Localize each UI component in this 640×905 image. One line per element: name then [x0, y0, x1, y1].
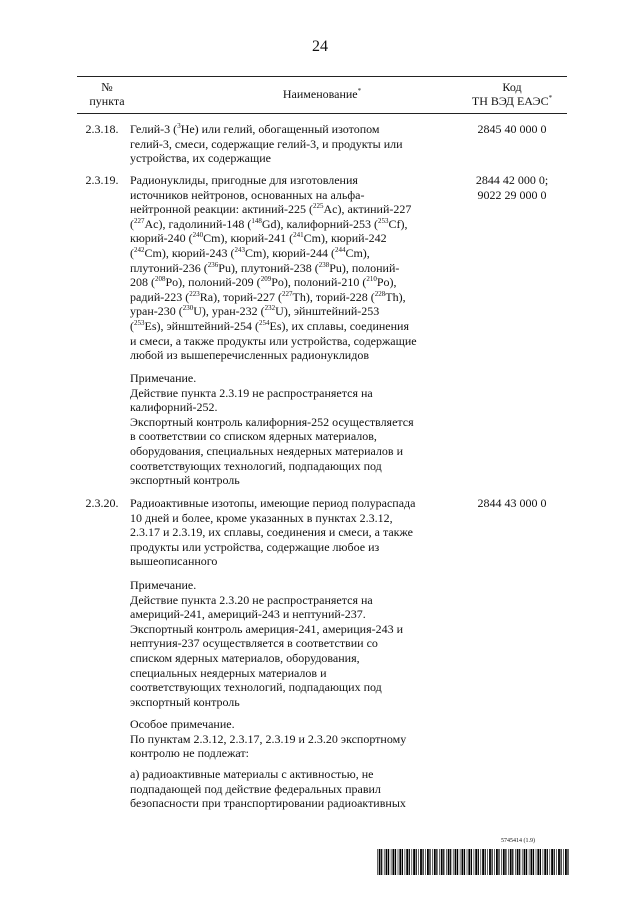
text-line: 2.3.17 и 2.3.19, их сплавы, соединения и смеси, а также — [130, 525, 413, 540]
text-line: соответствующих технологий, подпадающих под — [130, 680, 382, 695]
header-name-footnote-mark: * — [357, 87, 362, 95]
header-name — [212, 87, 432, 102]
header-item-number — [77, 80, 137, 108]
text-line: нейтронной реакции: актиний-225 ($^{225}$Ac), актиний-227 — [130, 202, 412, 217]
header-code-footnote-mark: * — [548, 94, 553, 102]
header-number-symbol: № — [101, 80, 113, 94]
text-line: Примечание. — [130, 371, 197, 385]
text-line: источников нейтронов, основанных на альфа- — [130, 187, 365, 202]
header-number-label: пункта — [89, 94, 125, 108]
text-line: Примечание. — [130, 578, 197, 592]
special-note — [130, 717, 452, 761]
text-line: контролю не подлежат: — [130, 746, 249, 761]
note-2-3-20 — [130, 578, 452, 709]
text-line: соответствующих технологий, подпадающих под — [130, 458, 382, 473]
text-line: нептуния-237 осуществляется в соответствии со — [130, 636, 378, 651]
text-line: Действие пункта 2.3.19 не распространяется на — [130, 385, 373, 400]
text-line: специальных неядерных материалов и — [130, 665, 327, 680]
text-line: безопасности при транспортировании радиоактивных — [130, 796, 406, 811]
text-line: ($^{253}$Es), эйнштейний-254 ($^{254}$Es), их сплавы, соединения — [130, 318, 409, 333]
text-line: а) радиоактивные материалы с активностью, не — [130, 767, 374, 781]
text-line: продукты или устройства, содержащие любое из — [130, 539, 380, 554]
text-line: 208 ($^{208}$Po), полоний-209 ($^{209}$Po), полоний-210 ($^{210}$Po), — [130, 275, 397, 290]
text-line: Экспортный контроль калифорния-252 осуществляется — [130, 414, 414, 429]
text-line: По пунктам 2.3.12, 2.3.17, 2.3.19 и 2.3.20 экспортному — [130, 731, 407, 746]
text-line: Особое примечание. — [130, 717, 235, 731]
text-line: плутоний-236 ($^{236}$Pu), плутоний-238 ($^{238}$Pu), полоний- — [130, 260, 400, 275]
text-line: Действие пункта 2.3.20 не распространяется на — [130, 592, 373, 607]
text-line: радий-223 ($^{223}$Ra), торий-227 ($^{227}$Th), торий-228 ($^{228}$Th), — [130, 289, 406, 304]
text-line: вышеописанного — [130, 554, 218, 569]
text-line: ($^{227}$Ac), гадолиний-148 ($^{148}$Gd), калифорний-253 ($^{253}$Cf), — [130, 216, 408, 231]
item-code-line: 2844 42 000 0; — [475, 173, 549, 187]
item-name — [130, 173, 452, 363]
text-line: и смеси, а также продукты или устройства, содержащие — [130, 333, 417, 348]
text-line: подпадающей под действие федеральных правил — [130, 781, 381, 796]
item-code: 2845 40 000 0 — [477, 122, 547, 136]
special-note-item-a — [130, 767, 452, 811]
text-line: любой из вышеперечисленных радионуклидов — [130, 348, 370, 363]
text-line: Экспортный контроль америция-241, америция-243 и — [130, 621, 404, 636]
text-line: списком ядерных материалов, оборудования, — [130, 650, 360, 665]
document-id: 5745414 (1.9) — [501, 838, 535, 844]
item-code — [457, 173, 567, 202]
text-line: уран-230 ($^{230}$U), уран-232 ($^{232}$U), эйнштейний-253 — [130, 304, 380, 319]
text-line: экспортный контроль — [130, 694, 240, 709]
note-2-3-19 — [130, 371, 452, 488]
header-name-label: Наименование — [282, 87, 358, 101]
item-number: 2.3.19. — [85, 173, 119, 187]
item-name — [130, 496, 452, 569]
text-line: 10 дней и более, кроме указанных в пунктах 2.3.12, — [130, 510, 393, 525]
item-number: 2.3.20. — [85, 496, 119, 510]
text-line: Радионуклиды, пригодные для изготовления — [130, 173, 358, 187]
text-line: оборудования, специальных неядерных материалов и — [130, 443, 403, 458]
item-number: 2.3.18. — [85, 122, 119, 136]
text-line: кюрий-240 ($^{240}$Cm), кюрий-241 ($^{241}$Cm), кюрий-242 — [130, 231, 387, 246]
barcode-icon — [377, 849, 569, 875]
header-code — [457, 80, 567, 108]
header-code-system: ТН ВЭД ЕАЭС — [471, 94, 549, 108]
text-line: ($^{242}$Cm), кюрий-243 ($^{243}$Cm), кюрий-244 ($^{244}$Cm), — [130, 245, 370, 260]
text-line: Гелий-3 ($^3$He) или гелий, обогащенный изотопом — [130, 122, 380, 136]
table-header — [77, 76, 567, 114]
text-line: экспортный контроль — [130, 473, 240, 488]
item-name — [130, 122, 452, 166]
text-line: америций-241, америций-243 и нептуний-237. — [130, 607, 366, 622]
text-line: в соответствии со списком ядерных материалов, — [130, 429, 377, 444]
page-number: 24 — [312, 38, 328, 55]
text-line: Радиоактивные изотопы, имеющие период полураспада — [130, 496, 416, 510]
text-line: калифорний-252. — [130, 400, 218, 415]
header-code-label: Код — [502, 80, 522, 94]
text-line: гелий-3, смеси, содержащие гелий-3, и продукты или — [130, 136, 403, 151]
text-line: устройства, их содержащие — [130, 151, 271, 166]
item-code: 2844 43 000 0 — [477, 496, 547, 510]
item-code-line: 9022 29 000 0 — [477, 187, 547, 202]
